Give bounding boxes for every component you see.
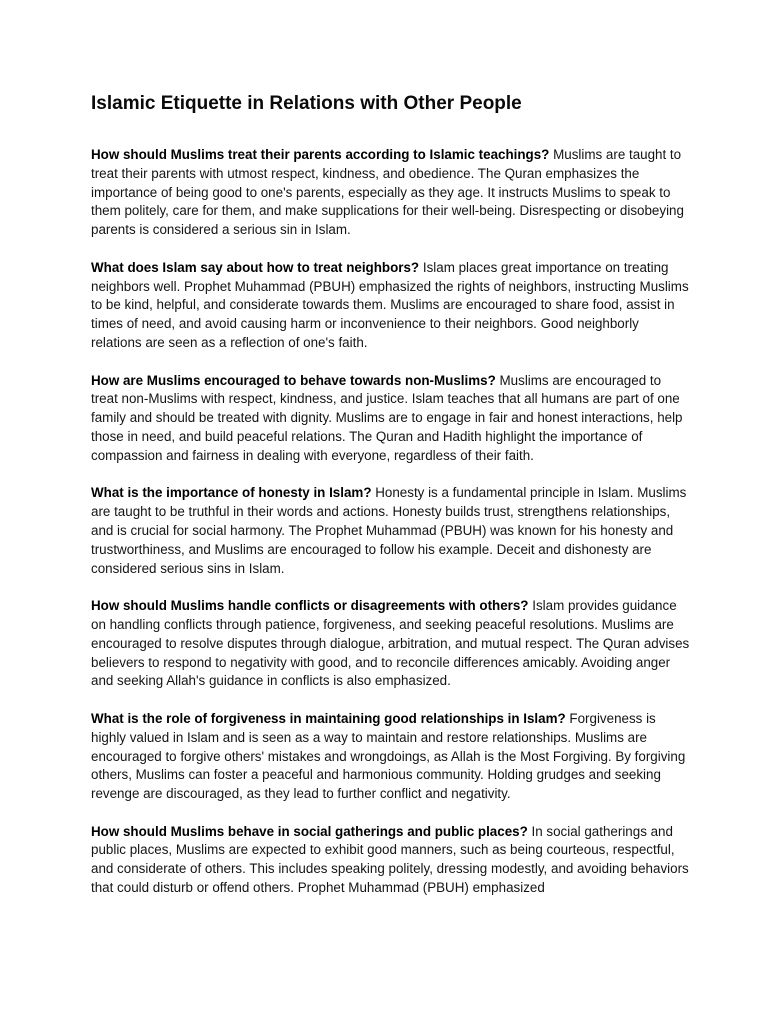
- answer-text: In social gatherings and public places, Muslims are expected to exhibit good manners, such as being courteous, respectful, and considerate of others. This includes speaking politely, dressing modestly, and avoiding behaviors that could disturb or offend others. Prophet Muhammad (PBUH) emphasized: [91, 823, 689, 896]
- question-text: How are Muslims encouraged to behave towards non-Muslims?: [91, 372, 496, 388]
- document-body: [91, 146, 691, 917]
- qa-paragraph-forgiveness: [91, 710, 691, 804]
- question-text: What does Islam say about how to treat neighbors?: [91, 259, 420, 275]
- qa-paragraph-honesty: [91, 484, 691, 578]
- answer-text: Honesty is a fundamental principle in Islam. Muslims are taught to be truthful in their words and actions. Honesty builds trust, strengthens relationships, and is crucial for social harmony. The Prophet Muhammad (PBUH) was known for his honesty and trustworthiness, and Muslims are encouraged to follow his example. Deceit and dishonesty are considered serious sins in Islam.: [91, 485, 687, 576]
- answer-text: Islam places great importance on treating neighbors well. Prophet Muhammad (PBUH) emphasized the rights of neighbors, instructing Muslims to be kind, helpful, and considerate towards them. Muslims are encouraged to share food, assist in times of need, and avoid causing harm or inconvenience to their neighbors. Good neighborly relations are seen as a reflection of one's faith.: [91, 259, 689, 350]
- question-text: What is the role of forgiveness in maintaining good relationships in Islam?: [91, 710, 566, 726]
- qa-paragraph-non-muslims: [91, 372, 691, 466]
- qa-paragraph-parents: [91, 146, 691, 240]
- answer-text: Muslims are encouraged to treat non-Muslims with respect, kindness, and justice. Islam teaches that all humans are part of one family and should be treated with dignity. Muslims are to engage in fair and honest interactions, help those in need, and build peaceful relations. The Quran and Hadith highlight the importance of compassion and fairness in dealing with everyone, regardless of their faith.: [91, 372, 683, 463]
- question-text: What is the importance of honesty in Islam?: [91, 485, 372, 501]
- page-title: Islamic Etiquette in Relations with Other People: [91, 93, 522, 114]
- answer-text: Islam provides guidance on handling conflicts through patience, forgiveness, and seeking peaceful resolutions. Muslims are encouraged to resolve disputes through dialogue, arbitration, and mutual respect. The Quran advises believers to respond to negativity with good, and to reconcile differences amicably. Avoiding anger and seeking Allah's guidance in conflicts is also emphasized.: [91, 598, 690, 689]
- question-text: How should Muslims treat their parents according to Islamic teachings?: [91, 147, 550, 162]
- answer-text: Forgiveness is highly valued in Islam and is seen as a way to maintain and restore relationships. Muslims are encouraged to forgive others' mistakes and wrongdoings, as Allah is the Most Forgiving. By forgiving others, Muslims can foster a peaceful and harmonious community. Holding grudges and seeking revenge are discouraged, as they lead to further conflict and negativity.: [91, 710, 686, 802]
- qa-paragraph-social-gatherings: [91, 823, 691, 898]
- answer-text: Muslims are taught to treat their parents with utmost respect, kindness, and obedience. The Quran emphasizes the importance of being good to one's parents, especially as they age. It instructs Muslims to speak to them politely, care for them, and make supplications for their well-being. Disrespecting or disobeying parents is considered a serious sin in Islam.: [91, 147, 684, 238]
- qa-paragraph-neighbors: [91, 259, 691, 353]
- question-text: How should Muslims behave in social gatherings and public places?: [91, 823, 528, 839]
- question-text: How should Muslims handle conflicts or disagreements with others?: [91, 598, 529, 614]
- qa-paragraph-conflicts: [91, 597, 691, 691]
